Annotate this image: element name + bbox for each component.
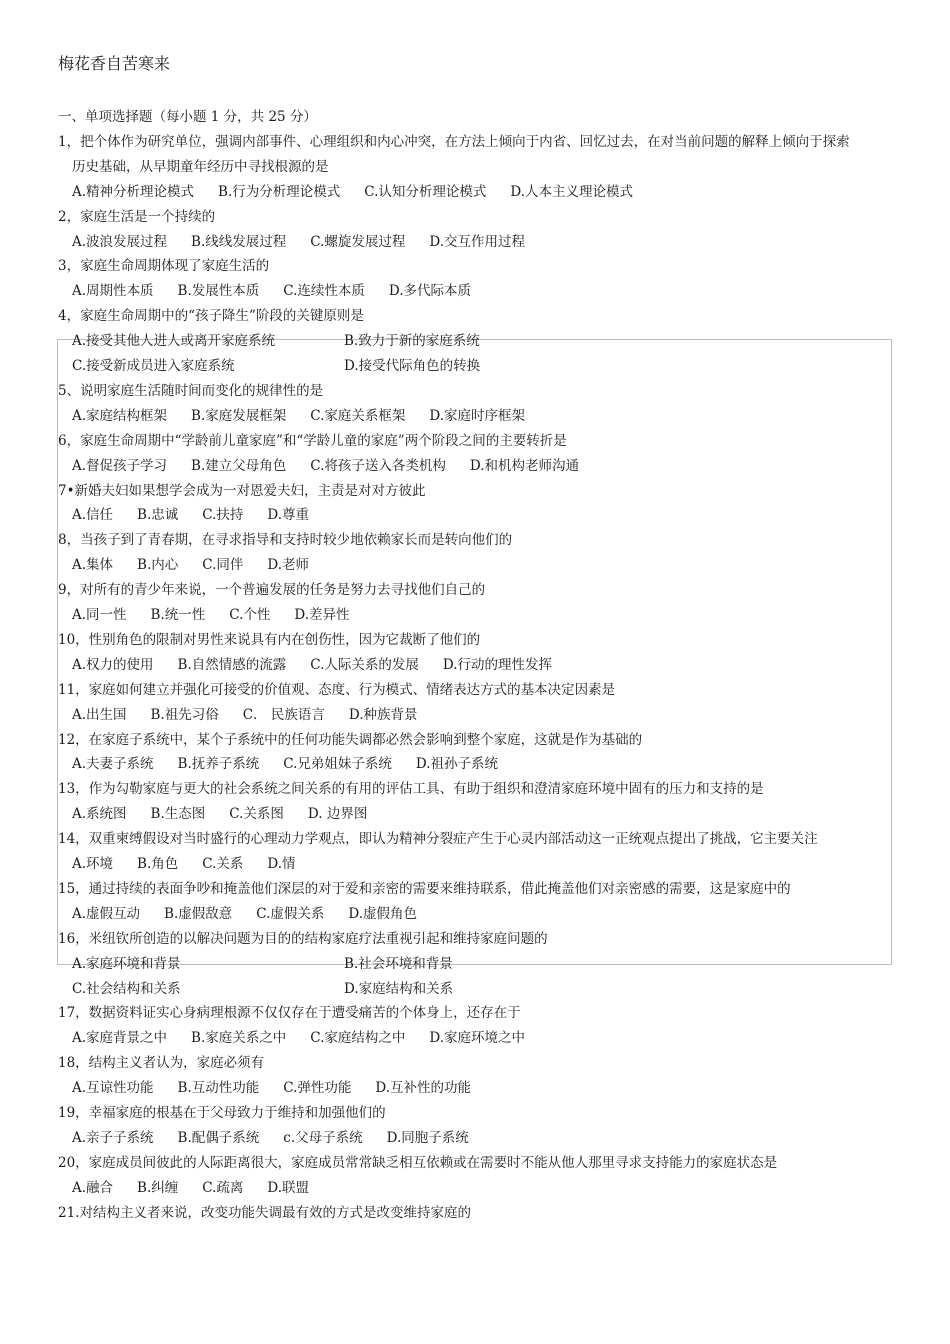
answer-option: B.建立父母角色	[191, 457, 287, 474]
answer-option: D.同胞子系统	[386, 1129, 469, 1146]
question-text: 5、说明家庭生活随时间而变化的规律性的是	[58, 382, 324, 399]
question-text: 4，家庭生命周期中的“孩子降生”阶段的关键原则是	[58, 308, 364, 325]
answer-option: D.家庭环境之中	[429, 1030, 526, 1047]
answer-option: D.差异性	[294, 607, 350, 623]
answer-option: B.线线发展过程	[191, 233, 287, 250]
answer-option: D. 边界图	[307, 806, 368, 823]
answer-option: B.统一性	[150, 607, 206, 623]
answer-option: B.配偶子系统	[177, 1129, 260, 1146]
answer-option: D.老师	[267, 557, 310, 574]
answer-option: D.情	[267, 856, 296, 872]
answer-option: C.虚假关系	[256, 905, 325, 922]
question-text: 历史基础，从早期童年经历中寻找根源的是	[72, 158, 329, 175]
answer-option: A.环境	[72, 856, 114, 872]
answer-option: A.波浪发展过程	[72, 233, 168, 250]
section-heading: 一、单项选择题（每小题 1 分，共 25 分）	[58, 109, 317, 125]
question-text: 1，把个体作为研究单位，强调内部事件、心理组织和内心冲突，在方法上倾向于内省、回忆过去，在对当前问题的解释上倾向于探索	[58, 133, 850, 150]
question-text: 12，在家庭子系统中，某个子系统中的任何功能失调都必然会影响到整个家庭，这就是作为基础的	[58, 731, 643, 748]
answer-option: C.弹性功能	[283, 1080, 352, 1097]
question-text: 18，结构主义者认为，家庭必须有	[58, 1055, 265, 1072]
answer-option: D.祖孙子系统	[415, 756, 499, 773]
answer-option: B.虚假敌意	[164, 905, 233, 922]
question-text: 16，米纽钦所创造的以解决问题为目的的结构家庭疗法重视引起和维持家庭问题的	[58, 930, 548, 947]
answer-option: C.个性	[229, 607, 271, 623]
answer-option: D.人本主义理论模式	[510, 183, 634, 200]
answer-option: A.权力的使用	[72, 656, 154, 673]
answer-option: C． 民族语言	[242, 706, 325, 723]
answer-option: D.尊重	[267, 507, 310, 524]
answer-option: C.螺旋发展过程	[310, 233, 406, 250]
question-text: 7•新婚夫妇如果想学会成为一对恩爱夫妇，主责是对对方彼此	[58, 482, 426, 499]
answer-option: B.祖先习俗	[150, 706, 219, 723]
answer-option: A.互谅性功能	[72, 1080, 154, 1097]
answer-option: A.接受其他人进人或离开家庭系统	[72, 333, 276, 350]
answer-option: D.家庭时序框架	[429, 407, 526, 424]
answer-option: D.联盟	[267, 1179, 310, 1196]
answer-option: A.融合	[72, 1179, 114, 1196]
answer-option: D.交互作用过程	[429, 233, 526, 250]
answer-option: B.互动性功能	[177, 1080, 260, 1097]
answer-option: D.家庭结构和关系	[344, 980, 454, 997]
answer-option: D.互补性的功能	[375, 1080, 472, 1097]
question-text: 13，作为勾勒家庭与更大的社会系统之间关系的有用的评估工具、有助于组织和澄清家庭环境中固有的压力和支持的是	[58, 781, 764, 798]
answer-option: D.和机构老师沟通	[469, 457, 580, 474]
question-text: 19，幸福家庭的根基在于父母致力于维持和加强他们的	[58, 1105, 386, 1121]
answer-option: B.发展性本质	[177, 283, 260, 300]
answer-option: A.督促孩子学习	[72, 457, 168, 474]
answer-option: A.家庭结构框架	[72, 407, 168, 424]
answer-option: B.行为分析理论模式	[218, 183, 341, 200]
answer-option: C.人际关系的发展	[310, 656, 419, 673]
question-text: 21.对结构主义者来说，改变功能失调最有效的方式是改变维持家庭的	[58, 1204, 471, 1221]
question-text: 14，双重柬缚假设对当时盛行的心理动力学观点，即认为精神分裂症产生于心灵内部活动这一正统观点提出了挑战，它主要关注	[58, 831, 818, 848]
answer-option: A.同一性	[72, 607, 127, 623]
answer-option: D.多代际本质	[388, 283, 472, 300]
answer-option: A.出生国	[72, 706, 127, 723]
answer-option: B.家庭关系之中	[191, 1030, 287, 1047]
answer-option: B.抚养子系统	[177, 756, 260, 773]
question-text: 17，数据资料证实心身病理根源不仅仅存在于遭受痛苦的个体身上，还存在于	[58, 1005, 521, 1022]
question-text: 10，性别角色的限制对男性来说具有内在创伤性，因为它裁断了他们的	[58, 631, 481, 648]
answer-option: D.行动的理性发挥	[442, 656, 553, 673]
answer-option: A.系统图	[72, 806, 127, 823]
answer-option: C.兄弟姐妹子系统	[283, 756, 392, 773]
answer-option: C.家庭关系框架	[310, 407, 406, 424]
answer-option: C.将孩子送入各类机构	[310, 457, 446, 474]
answer-option: B.纠缠	[137, 1179, 179, 1196]
question-text: 6，家庭生命周期中“学龄前儿童家庭”和“学龄儿童的家庭”两个阶段之间的主要转折是	[58, 432, 567, 449]
question-text: 20，家庭成员间彼此的人际距离很大，家庭成员常常缺乏相互依赖或在需要时不能从他人那里寻求支持能力的家庭状态是	[58, 1154, 778, 1171]
answer-option: B.角色	[137, 856, 179, 872]
answer-option: B.自然情感的流露	[177, 656, 287, 673]
answer-option: A.集体	[72, 557, 114, 574]
answer-option: A.精神分析理论模式	[72, 183, 195, 200]
answer-option: C.社会结构和关系	[72, 980, 181, 997]
answer-option: C.接受新成员进入家庭系统	[72, 358, 235, 374]
answer-option: B.内心	[137, 557, 179, 574]
answer-option: A.亲子子系统	[72, 1129, 154, 1146]
answer-option: C.扶持	[202, 507, 244, 524]
question-text: 8，当孩子到了青春期，在寻求指导和支持时较少地依赖家长而是转向他们的	[58, 532, 513, 549]
answer-option: D.接受代际角色的转换	[344, 358, 481, 374]
answer-option: C.家庭结构之中	[310, 1030, 406, 1047]
answer-option: D.虚假角色	[348, 905, 418, 922]
answer-option: C.关系图	[229, 806, 284, 823]
answer-option: C.疏离	[202, 1179, 244, 1196]
question-text: 3，家庭生命周期体现了家庭生活的	[58, 258, 270, 275]
question-text: 2，家庭生活是一个持续的	[58, 208, 216, 225]
question-text: 9，对所有的青少年来说，一个普遍发展的任务是努力去寻找他们自己的	[58, 582, 486, 599]
answer-option: c.父母子系统	[283, 1129, 363, 1146]
answer-option: C.同伴	[202, 557, 244, 574]
document-title: 梅花香自苦寒来	[58, 54, 171, 73]
answer-option: B.忠诚	[137, 507, 179, 524]
question-text: 15，通过持续的表面争吵和掩盖他们深层的对于爱和亲密的需要来维持联系，借此掩盖他们对亲密感的需要，这是家庭中的	[58, 880, 791, 897]
question-text: 11，家庭如何建立并强化可接受的价值观、态度、行为模式、情绪表达方式的基本决定因素是	[58, 681, 616, 698]
answer-option: C.关系	[202, 856, 244, 872]
answer-option: B.社会环境和背景	[344, 955, 453, 972]
answer-option: A.家庭背景之中	[72, 1030, 168, 1047]
answer-option: B.生态图	[150, 806, 206, 823]
answer-option: C.连续性本质	[283, 283, 365, 300]
answer-option: D.种族背景	[348, 706, 418, 723]
answer-option: B.致力于新的家庭系统	[344, 333, 480, 350]
answer-option: A.家庭环境和背景	[72, 955, 181, 972]
answer-option: A.信任	[72, 507, 114, 524]
answer-option: C.认知分析理论模式	[364, 183, 487, 200]
answer-option: B.家庭发展框架	[191, 407, 287, 424]
answer-option: A.虚假互动	[72, 905, 141, 922]
answer-option: A.周期性本质	[72, 283, 154, 300]
answer-option: A.夫妻子系统	[72, 756, 154, 773]
